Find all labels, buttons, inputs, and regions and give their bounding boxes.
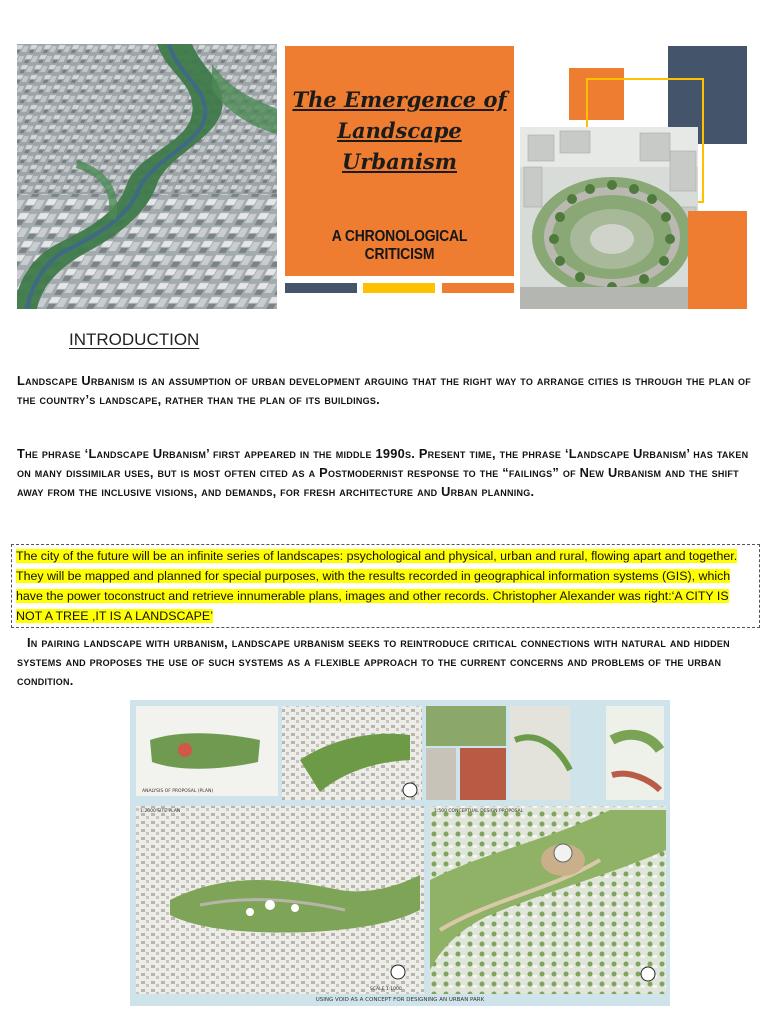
orange-stripe bbox=[442, 283, 514, 293]
navy-stripe bbox=[285, 283, 357, 293]
site-plans-figure bbox=[130, 700, 670, 1006]
paragraph: Landscape Urbanism is an assumption of urban development arguing that the right way to arrange cities is through the plan of the country’s landscape, rather than the plan of its buildings. bbox=[17, 373, 752, 407]
highlighted-quote bbox=[11, 544, 760, 628]
document-title: The Emergence of Landscape Urbanism bbox=[292, 87, 507, 174]
figure-label: ANALYSIS OF PROPOSAL (PLAN) bbox=[142, 789, 214, 794]
figure-label: 1:500 CONCEPTUAL DESIGN PROPOSAL bbox=[434, 809, 524, 814]
gold-stripe bbox=[363, 283, 435, 293]
figure-label: 1:2000 SITE PLAN bbox=[140, 809, 181, 814]
title-panel bbox=[285, 46, 514, 276]
aerial-city-image bbox=[17, 44, 277, 309]
paragraph-text: In pairing landscape with urbanism, landscape urbanism seeks to reintroduce critical connections with natural and hidden systems and proposes the use of such systems as a flexible approach to the current concerns and problems of the urban condition. bbox=[17, 635, 730, 688]
figure-caption: USING VOID AS A CONCEPT FOR DESIGNING AN URBAN PARK bbox=[315, 997, 485, 1003]
orange-block bbox=[688, 211, 747, 309]
circular-plaza-image bbox=[520, 127, 698, 309]
quote-text: The city of the future will be an infinite series of landscapes: psychological and physical, urban and rural, flowing apart and together. They will be mapped and planned for special purposes, with the results recorded in geographical information systems (GIS), which have the power toconstruct and retrieve innumerable plans, images and other records. Christopher Alexander was right:‘A CITY IS NOT A TREE ,IT IS A LANDSCAPE’ bbox=[16, 549, 738, 623]
document-subtitle: A CHRONOLOGICAL CRITICISM bbox=[331, 228, 468, 263]
figure-label: SCALE 1:1000 bbox=[370, 987, 402, 992]
paragraph bbox=[17, 633, 755, 690]
section-heading: INTRODUCTION bbox=[69, 330, 200, 349]
paragraph: The phrase ‘Landscape Urbanism’ first appeared in the middle 1990s. Present time, the phrase ‘Landscape Urbanism’ has taken on many dissimilar uses, but is most often cited as a Postmodernist response to the “failings” of New Urbanism and the shift away from the inclusive visions, and demands, for fresh architecture and Urban planning. bbox=[17, 446, 749, 499]
